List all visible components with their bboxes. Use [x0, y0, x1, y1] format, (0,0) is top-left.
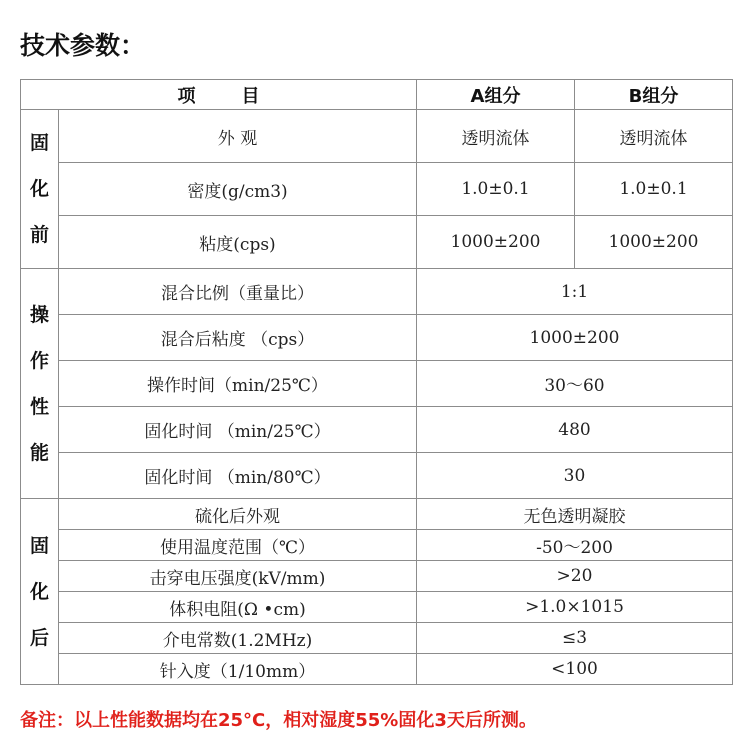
row-label: 混合比例（重量比）	[59, 269, 417, 315]
group-after-cure	[21, 499, 59, 685]
group-char: 能	[29, 441, 49, 464]
row-value-a: 1000±200	[417, 216, 575, 269]
row-value: 30	[417, 453, 733, 499]
group-char: 化	[29, 580, 49, 603]
row-value-b: 1.0±0.1	[575, 163, 733, 216]
table-row	[21, 407, 733, 453]
group-char: 作	[29, 349, 49, 372]
row-value-b: 1000±200	[575, 216, 733, 269]
table-row	[21, 453, 733, 499]
row-label: 粘度(cps)	[59, 216, 417, 269]
row-label: 使用温度范围（℃）	[59, 530, 417, 561]
table-row	[21, 530, 733, 561]
row-label: 操作时间（min/25℃）	[59, 361, 417, 407]
group-before-cure	[21, 110, 59, 269]
row-label: 密度(g/cm3)	[59, 163, 417, 216]
group-char: 后	[29, 626, 49, 649]
header-item	[21, 80, 417, 110]
row-value: <100	[417, 654, 733, 685]
spec-table	[20, 79, 733, 685]
table-row	[21, 110, 733, 163]
header-item-char-1: 项	[177, 85, 196, 107]
row-value-a: 透明流体	[417, 110, 575, 163]
table-row	[21, 623, 733, 654]
row-value: 30～60	[417, 361, 733, 407]
table-row	[21, 216, 733, 269]
header-item-char-2: 目	[241, 85, 260, 107]
table-header-row	[21, 80, 733, 110]
row-label: 硫化后外观	[59, 499, 417, 530]
header-component-a: A组分	[417, 80, 575, 110]
row-value: 1:1	[417, 269, 733, 315]
group-char: 固	[29, 132, 49, 154]
row-label: 体积电阻(Ω •cm)	[59, 592, 417, 623]
footnote: 备注：以上性能数据均在25°C，相对湿度55%固化3天后所测。	[20, 710, 537, 731]
table-row	[21, 499, 733, 530]
table-row	[21, 269, 733, 315]
row-value: >1.0×1015	[417, 592, 733, 623]
row-value: >20	[417, 561, 733, 592]
table-row	[21, 561, 733, 592]
row-value: ≤3	[417, 623, 733, 654]
table-row	[21, 361, 733, 407]
row-value-a: 1.0±0.1	[417, 163, 575, 216]
row-value: 无色透明凝胶	[417, 499, 733, 530]
row-label: 固化时间 （min/25℃）	[59, 407, 417, 453]
group-operation	[21, 269, 59, 499]
group-char: 化	[29, 178, 49, 200]
row-label: 外 观	[59, 110, 417, 163]
row-label: 介电常数(1.2MHz)	[59, 623, 417, 654]
page-title: 技术参数：	[20, 31, 146, 60]
group-char: 性	[29, 395, 49, 418]
table-row	[21, 654, 733, 685]
group-char: 操	[29, 303, 49, 326]
group-char: 固	[29, 534, 49, 557]
header-component-b: B组分	[575, 80, 733, 110]
row-value-b: 透明流体	[575, 110, 733, 163]
row-value: 480	[417, 407, 733, 453]
table-row	[21, 315, 733, 361]
row-label: 混合后粘度 （cps）	[59, 315, 417, 361]
row-label: 固化时间 （min/80℃）	[59, 453, 417, 499]
row-value: 1000±200	[417, 315, 733, 361]
row-label: 击穿电压强度(kV/mm)	[59, 561, 417, 592]
table-row	[21, 592, 733, 623]
row-label: 针入度（1/10mm）	[59, 654, 417, 685]
group-char: 前	[29, 224, 49, 246]
row-value: -50～200	[417, 530, 733, 561]
table-row	[21, 163, 733, 216]
